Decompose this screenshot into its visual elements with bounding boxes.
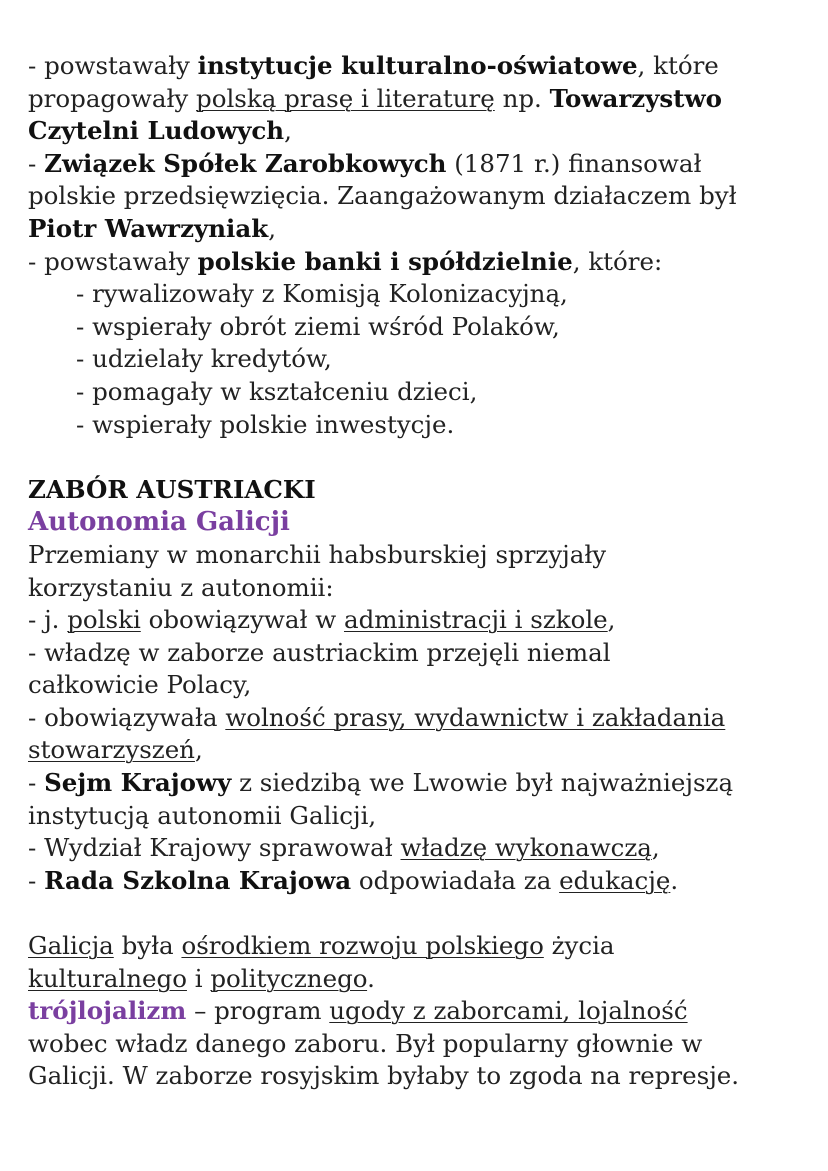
list-item: - wspierały obrót ziemi wśród Polaków, <box>76 311 560 341</box>
galicia-line8 <box>28 832 808 865</box>
text: (1871 r.) finansował <box>446 148 702 178</box>
bold-term: Piotr Wawrzyniak <box>28 213 269 243</box>
text: z siedzibą we Lwowie był najważniejszą <box>231 768 734 798</box>
bold-term: Związek Spółek Zarobkowych <box>44 148 447 178</box>
list-item: - wspierały polskie inwestycje. <box>76 409 455 439</box>
galicia-line6 <box>28 767 808 800</box>
bold-term: polskie banki i spółdzielnie <box>197 246 573 276</box>
text: – program <box>186 996 330 1026</box>
list-item: - rywalizowały z Komisją Kolonizacyjną, <box>76 279 568 309</box>
paragraph2-line1 <box>28 148 808 181</box>
underlined-text: ośrodkiem rozwoju polskiego <box>181 931 544 961</box>
bold-term: Rada Szkolna Krajowa <box>44 865 352 895</box>
text: - powstawały <box>28 246 198 276</box>
closing-line2 <box>28 963 808 996</box>
closing-line4: wobec władz danego zaboru. Był popularny głownie w <box>28 1028 703 1058</box>
paragraph2-line2: polskie przedsięwzięcia. Zaangażowanym działaczem był <box>28 181 737 211</box>
text: - <box>28 768 45 798</box>
underlined-text: Galicja <box>28 931 114 961</box>
closing-line1 <box>28 930 808 963</box>
text: obowiązywał w <box>140 605 344 635</box>
intro-line2: korzystaniu z autonomii: <box>28 572 334 602</box>
paragraph1-line1 <box>28 50 808 83</box>
text: - <box>28 148 45 178</box>
paragraph1-line2 <box>28 83 808 116</box>
term-highlight: trójlojalizm <box>28 996 187 1026</box>
text: , które: <box>572 246 663 276</box>
text: . <box>670 865 679 895</box>
text: , <box>194 735 203 765</box>
list-item: - udzielały kredytów, <box>76 344 332 374</box>
closing-line3 <box>28 995 808 1028</box>
bold-term: Sejm Krajowy <box>44 768 232 798</box>
paragraph3-line1 <box>28 246 808 279</box>
galicia-line7: instytucją autonomii Galicji, <box>28 800 377 830</box>
text: propagowały <box>28 83 197 113</box>
underlined-text: politycznego <box>210 963 368 993</box>
underlined-text: polski <box>67 605 141 635</box>
galicia-line4 <box>28 702 808 735</box>
galicia-line3: całkowicie Polacy, <box>28 670 252 700</box>
text: życia <box>543 931 615 961</box>
text: była <box>113 931 182 961</box>
spacer <box>28 441 808 474</box>
text: , <box>651 833 660 863</box>
underlined-text: wolność prasy, wydawnictw i zakładania <box>225 702 726 732</box>
underlined-text: administracji i szkole <box>343 605 608 635</box>
text: - Wydział Krajowy sprawował <box>28 833 401 863</box>
text: , <box>284 116 292 146</box>
underlined-text: stowarzyszeń <box>28 735 195 765</box>
text: - obowiązywała <box>28 702 226 732</box>
bold-term: instytucje kulturalno-oświatowe <box>197 51 638 80</box>
underlined-text: edukację <box>559 865 671 895</box>
text: - j. <box>28 605 68 635</box>
galicia-line9 <box>28 865 808 898</box>
text: , które <box>637 51 719 80</box>
underlined-text: władzę wykonawczą <box>400 833 652 863</box>
list-item: - pomagały w kształceniu dzieci, <box>76 376 478 406</box>
text: , <box>607 605 616 635</box>
document-page <box>28 50 808 1093</box>
closing-line5: Galicji. W zaborze rosyjskim byłaby to zgoda na represje. <box>28 1061 740 1091</box>
bold-term: Towarzystwo <box>549 83 722 113</box>
galicia-line2: - władzę w zaborze austriackim przejęli niemal <box>28 637 611 667</box>
underlined-text: polską prasę i literaturę <box>196 83 495 113</box>
text: . <box>367 963 375 993</box>
underlined-text: ugody z zaborcami, lojalność <box>329 996 688 1026</box>
intro-line1: Przemiany w monarchii habsburskiej sprzyjały <box>28 539 607 569</box>
text: odpowiadała za <box>351 865 560 895</box>
section-subtitle: Autonomia Galicji <box>28 507 290 538</box>
text: i <box>186 963 211 993</box>
bold-term: Czytelni Ludowych <box>28 116 285 146</box>
paragraph2-line3 <box>28 213 808 246</box>
text: np. <box>494 83 550 113</box>
text: - powstawały <box>28 51 198 80</box>
galicia-line5 <box>28 734 808 767</box>
underlined-text: kulturalnego <box>28 963 187 993</box>
galicia-line1 <box>28 604 808 637</box>
text: - <box>28 865 45 895</box>
spacer <box>28 897 808 930</box>
text: , <box>268 213 276 243</box>
section-title: ZABÓR AUSTRIACKI <box>28 474 316 504</box>
paragraph1-line3 <box>28 115 808 148</box>
